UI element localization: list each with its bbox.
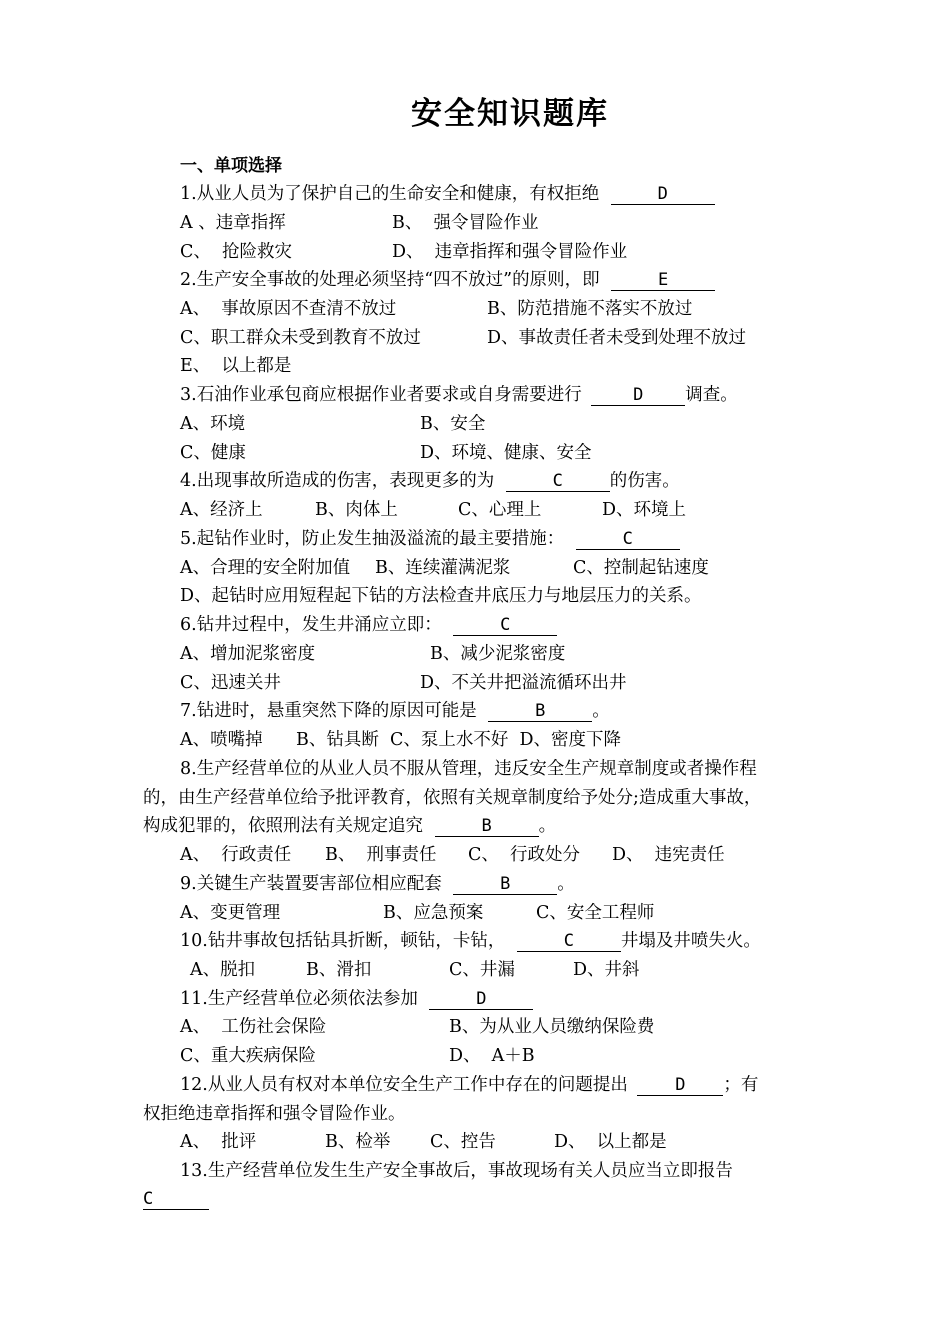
option: B、检举: [325, 1132, 391, 1152]
question-text: 4.出现事故所造成的伤害，表现更多的为: [180, 471, 495, 491]
question-suffix: 。: [557, 874, 575, 894]
option: D、事故责任者未受到处理不放过: [487, 328, 747, 348]
question-12-line2: 权拒绝违章指挥和强令冒险作业。: [143, 1104, 406, 1124]
option: C、安全工程师: [536, 903, 655, 923]
option: D、起钻时应用短程起下钻的方法检查井底压力与地层压力的关系。: [180, 586, 702, 606]
question-7: [180, 700, 610, 722]
question-8-line1: 8.生产经营单位的从业人员不服从管理，违反安全生产规章制度或者操作程: [180, 759, 757, 779]
option: A、 事故原因不查清不放过: [180, 299, 397, 319]
question-suffix: 调查。: [685, 385, 738, 405]
page-title: 安全知识题库: [411, 96, 609, 132]
option: A、经济上: [180, 500, 263, 520]
answer-blank: D: [591, 385, 685, 406]
option: C、健康: [180, 443, 246, 463]
option: C、心理上: [458, 500, 542, 520]
section-heading: 一、单项选择: [180, 156, 282, 176]
question-suffix: 的伤害。: [609, 471, 680, 491]
option: D、环境上: [602, 500, 687, 520]
option: B、安全: [420, 414, 486, 434]
question-text: 9.关键生产装置要害部位相应配套: [180, 874, 442, 894]
option: B、连续灌满泥浆: [375, 558, 511, 578]
question-suffix: ；有: [723, 1075, 759, 1095]
question-11: [180, 988, 533, 1010]
answer-blank: D: [611, 184, 715, 205]
option: D、 A＋B: [449, 1046, 535, 1066]
option: C、井漏: [449, 960, 515, 980]
answer-blank: C: [576, 529, 680, 550]
question-text: 构成犯罪的，依照刑法有关规定追究: [143, 816, 423, 836]
answer-blank: C: [453, 615, 557, 636]
question-9: [180, 873, 575, 895]
question-13: 13.生产经营单位发生生产安全事故后，事故现场有关人员应当立即报告: [180, 1161, 733, 1181]
option: A、变更管理: [180, 903, 281, 923]
option: B、肉体上: [315, 500, 398, 520]
answer-blank: C: [506, 471, 610, 492]
answer-blank: B: [488, 701, 592, 722]
question-text: 3.石油作业承包商应根据作业者要求或自身需要进行: [180, 385, 582, 405]
option: B、滑扣: [306, 960, 372, 980]
option: C、控告: [430, 1132, 496, 1152]
option: A、增加泥浆密度: [180, 644, 316, 664]
answer-blank: B: [453, 874, 557, 895]
answer-blank: D: [429, 989, 533, 1010]
option: B、为从业人员缴纳保险费: [449, 1017, 655, 1037]
question-5: [180, 528, 680, 550]
question-text: 2.生产安全事故的处理必须坚持“四不放过”的原则，即: [180, 270, 600, 290]
option: A 、违章指挥: [180, 213, 286, 233]
question-13-answer-line: [143, 1188, 209, 1210]
option: D、环境、健康、安全: [420, 443, 592, 463]
question-text: 11.生产经营单位必须依法参加: [180, 989, 418, 1009]
option: D、不关井把溢流循环出井: [420, 673, 627, 693]
question-text: 5.起钻作业时，防止发生抽汲溢流的最主要措施：: [180, 529, 565, 549]
question-text: 6.钻井过程中，发生井涌应立即：: [180, 615, 442, 635]
option: D、井斜: [573, 960, 640, 980]
question-text: 12.从业人员有权对本单位安全生产工作中存在的问题提出: [180, 1075, 628, 1095]
question-8-line2: 的，由生产经营单位给予批评教育，依照有关规章制度给予处分;造成重大事故，: [143, 788, 762, 808]
question-text: 7.钻进时，悬重突然下降的原因可能是: [180, 701, 477, 721]
question-6: [180, 614, 557, 636]
answer-blank: D: [637, 1075, 723, 1096]
option: B、减少泥浆密度: [430, 644, 566, 664]
option: C、 行政处分: [468, 845, 581, 865]
question-1: [180, 183, 715, 205]
option-row: A、喷嘴掉 B、钻具断 C、泵上水不好 D、密度下降: [180, 730, 622, 750]
option: C、重大疾病保险: [180, 1046, 316, 1066]
option: D、 违章指挥和强令冒险作业: [392, 242, 628, 262]
option: B、应急预案: [383, 903, 484, 923]
option: A、环境: [180, 414, 246, 434]
option: A、 工伤社会保险: [180, 1017, 327, 1037]
option: A、 行政责任: [180, 845, 292, 865]
question-suffix: 。: [592, 701, 610, 721]
question-8-line3: [143, 815, 556, 837]
option: A、 批评: [180, 1132, 257, 1152]
option: C、迅速关井: [180, 673, 281, 693]
option: B、 刑事责任: [325, 845, 437, 865]
option: D、 以上都是: [554, 1132, 667, 1152]
question-text: 1.从业人员为了保护自己的生命安全和健康，有权拒绝: [180, 184, 600, 204]
answer-blank: C: [143, 1189, 209, 1210]
question-10: [180, 930, 761, 952]
option: B、 强令冒险作业: [392, 213, 539, 233]
question-suffix: 井塌及井喷失火。: [620, 931, 761, 951]
option: C、控制起钻速度: [573, 558, 709, 578]
question-12-line1: [180, 1074, 758, 1096]
answer-blank: C: [517, 931, 621, 952]
answer-blank: E: [611, 270, 715, 291]
option: E、 以上都是: [180, 356, 292, 376]
question-2: [180, 269, 715, 291]
question-3: [180, 384, 738, 406]
question-suffix: 。: [538, 816, 557, 836]
question-text: 10.钻井事故包括钻具折断，顿钻，卡钻，: [180, 931, 506, 951]
answer-blank: B: [435, 816, 539, 837]
option: D、 违宪责任: [612, 845, 725, 865]
option: C、职工群众未受到教育不放过: [180, 328, 421, 348]
option: C、 抢险救灾: [180, 242, 293, 262]
option: A、合理的安全附加值: [180, 558, 351, 578]
question-4: [180, 470, 680, 492]
option: B、防范措施不落实不放过: [487, 299, 693, 319]
option: A、脱扣: [190, 960, 256, 980]
